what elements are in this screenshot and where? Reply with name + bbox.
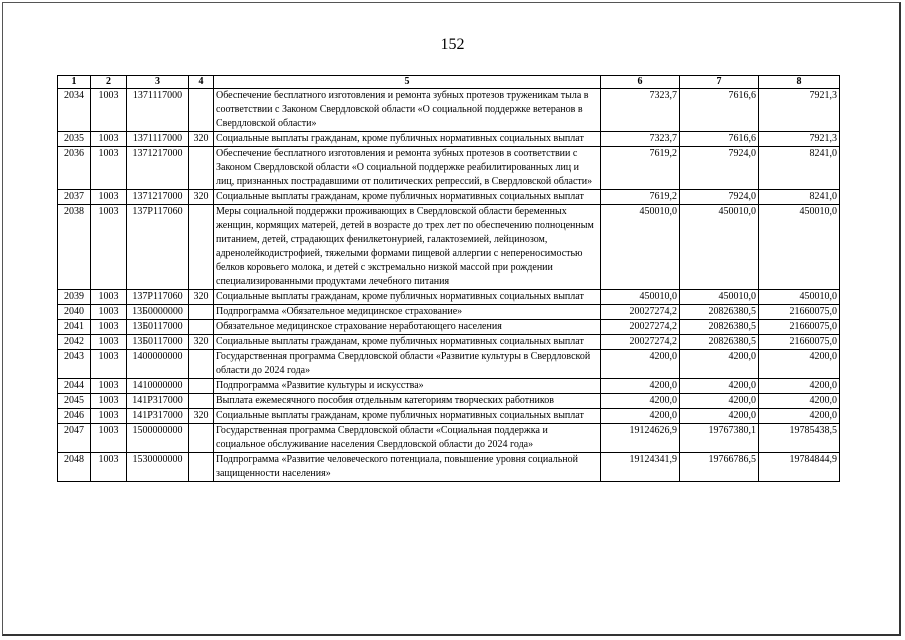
amount-year2-cell: 20826380,5	[680, 305, 759, 320]
expense-type-cell	[189, 320, 214, 335]
amount-year2-cell: 7616,6	[680, 89, 759, 132]
row-number-cell: 2041	[58, 320, 91, 335]
column-header: 3	[127, 76, 189, 89]
table-row	[58, 350, 840, 379]
description-cell: Социальные выплаты гражданам, кроме публичных нормативных социальных выплат	[214, 190, 601, 205]
amount-year1-cell: 450010,0	[601, 290, 680, 305]
target-code-cell: 1371217000	[127, 190, 189, 205]
amount-year2-cell: 19767380,1	[680, 424, 759, 453]
section-code-cell: 1003	[91, 350, 127, 379]
table-row	[58, 290, 840, 305]
amount-year2-cell: 450010,0	[680, 205, 759, 290]
section-code-cell: 1003	[91, 424, 127, 453]
amount-year2-cell: 7924,0	[680, 147, 759, 190]
expense-type-cell	[189, 350, 214, 379]
description-cell: Подпрограмма «Развитие человеческого потенциала, повышение уровня социальной защищенности населения»	[214, 453, 601, 482]
row-number-cell: 2036	[58, 147, 91, 190]
amount-year3-cell: 4200,0	[759, 409, 840, 424]
target-code-cell: 1371117000	[127, 89, 189, 132]
description-cell: Подпрограмма «Обязательное медицинское страхование»	[214, 305, 601, 320]
amount-year1-cell: 7323,7	[601, 89, 680, 132]
row-number-cell: 2044	[58, 379, 91, 394]
amount-year3-cell: 7921,3	[759, 89, 840, 132]
amount-year3-cell: 21660075,0	[759, 335, 840, 350]
expense-type-cell: 320	[189, 190, 214, 205]
target-code-cell: 137P117060	[127, 290, 189, 305]
table-row	[58, 147, 840, 190]
amount-year2-cell: 450010,0	[680, 290, 759, 305]
amount-year2-cell: 19766786,5	[680, 453, 759, 482]
description-cell: Меры социальной поддержки проживающих в Свердловской области беременных женщин, кормящих матерей, детей в возрасте до трех лет по обеспечению полноценным питанием, детей, страдающих фенилкетонурией, галактоземией, лейцинозом, адренолейкодистрофией, тяжелыми формами пищевой аллергии с непереносимостью белков коровьего молока, и детей с экстремально низкой массой при рождении специализированными продуктами лечебного питания	[214, 205, 601, 290]
amount-year3-cell: 4200,0	[759, 379, 840, 394]
page-number: 152	[440, 36, 465, 53]
expense-type-cell: 320	[189, 132, 214, 147]
row-number-cell: 2042	[58, 335, 91, 350]
column-header: 6	[601, 76, 680, 89]
amount-year3-cell: 19784844,9	[759, 453, 840, 482]
section-code-cell: 1003	[91, 190, 127, 205]
description-cell: Социальные выплаты гражданам, кроме публичных нормативных социальных выплат	[214, 335, 601, 350]
section-code-cell: 1003	[91, 320, 127, 335]
section-code-cell: 1003	[91, 379, 127, 394]
amount-year1-cell: 7619,2	[601, 190, 680, 205]
row-number-cell: 2043	[58, 350, 91, 379]
amount-year1-cell: 20027274,2	[601, 335, 680, 350]
expense-type-cell	[189, 89, 214, 132]
expense-type-cell: 320	[189, 409, 214, 424]
amount-year1-cell: 19124341,9	[601, 453, 680, 482]
column-header: 7	[680, 76, 759, 89]
table-row	[58, 89, 840, 132]
target-code-cell: 1500000000	[127, 424, 189, 453]
amount-year1-cell: 4200,0	[601, 350, 680, 379]
description-cell: Обязательное медицинское страхование неработающего населения	[214, 320, 601, 335]
table-row	[58, 394, 840, 409]
column-header: 1	[58, 76, 91, 89]
section-code-cell: 1003	[91, 453, 127, 482]
column-header: 8	[759, 76, 840, 89]
row-number-cell: 2037	[58, 190, 91, 205]
description-cell: Государственная программа Свердловской области «Социальная поддержка и социальное обслуживание населения Свердловской области до 2024 года»	[214, 424, 601, 453]
target-code-cell: 141P317000	[127, 394, 189, 409]
row-number-cell: 2046	[58, 409, 91, 424]
description-cell: Выплата ежемесячного пособия отдельным категориям творческих работников	[214, 394, 601, 409]
table-row	[58, 132, 840, 147]
column-header: 2	[91, 76, 127, 89]
expense-type-cell	[189, 453, 214, 482]
target-code-cell: 141P317000	[127, 409, 189, 424]
row-number-cell: 2045	[58, 394, 91, 409]
amount-year1-cell: 20027274,2	[601, 320, 680, 335]
section-code-cell: 1003	[91, 394, 127, 409]
amount-year3-cell: 7921,3	[759, 132, 840, 147]
amount-year2-cell: 4200,0	[680, 350, 759, 379]
expense-type-cell	[189, 379, 214, 394]
row-number-cell: 2035	[58, 132, 91, 147]
section-code-cell: 1003	[91, 290, 127, 305]
amount-year2-cell: 20826380,5	[680, 335, 759, 350]
amount-year2-cell: 4200,0	[680, 394, 759, 409]
amount-year1-cell: 7323,7	[601, 132, 680, 147]
expense-type-cell: 320	[189, 290, 214, 305]
amount-year3-cell: 4200,0	[759, 350, 840, 379]
table-row	[58, 190, 840, 205]
amount-year1-cell: 4200,0	[601, 409, 680, 424]
amount-year3-cell: 450010,0	[759, 290, 840, 305]
target-code-cell: 1400000000	[127, 350, 189, 379]
description-cell: Социальные выплаты гражданам, кроме публичных нормативных социальных выплат	[214, 409, 601, 424]
section-code-cell: 1003	[91, 305, 127, 320]
expense-type-cell	[189, 205, 214, 290]
amount-year2-cell: 20826380,5	[680, 320, 759, 335]
target-code-cell: 1530000000	[127, 453, 189, 482]
table-row	[58, 409, 840, 424]
table-row	[58, 424, 840, 453]
table-row	[58, 320, 840, 335]
section-code-cell: 1003	[91, 409, 127, 424]
amount-year3-cell: 19785438,5	[759, 424, 840, 453]
expense-type-cell	[189, 147, 214, 190]
row-number-cell: 2039	[58, 290, 91, 305]
description-cell: Обеспечение бесплатного изготовления и ремонта зубных протезов в соответствии с Законом Свердловской области «О социальной поддержке реабилитированных лиц и лиц, признанных пострадавшими от политических репрессий, в Свердловской области»	[214, 147, 601, 190]
target-code-cell: 1371217000	[127, 147, 189, 190]
row-number-cell: 2038	[58, 205, 91, 290]
header-row	[58, 76, 840, 89]
section-code-cell: 1003	[91, 147, 127, 190]
target-code-cell: 1371117000	[127, 132, 189, 147]
target-code-cell: 13Б0000000	[127, 305, 189, 320]
row-number-cell: 2034	[58, 89, 91, 132]
row-number-cell: 2040	[58, 305, 91, 320]
amount-year3-cell: 8241,0	[759, 147, 840, 190]
description-cell: Социальные выплаты гражданам, кроме публичных нормативных социальных выплат	[214, 290, 601, 305]
amount-year1-cell: 450010,0	[601, 205, 680, 290]
target-code-cell: 13Б0117000	[127, 335, 189, 350]
amount-year3-cell: 21660075,0	[759, 320, 840, 335]
section-code-cell: 1003	[91, 89, 127, 132]
amount-year3-cell: 450010,0	[759, 205, 840, 290]
expense-type-cell	[189, 394, 214, 409]
amount-year2-cell: 7616,6	[680, 132, 759, 147]
description-cell: Социальные выплаты гражданам, кроме публичных нормативных социальных выплат	[214, 132, 601, 147]
table-row	[58, 205, 840, 290]
target-code-cell: 1410000000	[127, 379, 189, 394]
amount-year1-cell: 19124626,9	[601, 424, 680, 453]
column-header: 4	[189, 76, 214, 89]
table-body	[58, 89, 840, 482]
amount-year2-cell: 7924,0	[680, 190, 759, 205]
description-cell: Подпрограмма «Развитие культуры и искусства»	[214, 379, 601, 394]
section-code-cell: 1003	[91, 132, 127, 147]
description-cell: Обеспечение бесплатного изготовления и ремонта зубных протезов труженикам тыла в соответствии с Законом Свердловской области «О социальной поддержке ветеранов в Свердловской области»	[214, 89, 601, 132]
table-row	[58, 453, 840, 482]
target-code-cell: 137P117060	[127, 205, 189, 290]
table-row	[58, 335, 840, 350]
row-number-cell: 2048	[58, 453, 91, 482]
expense-type-cell: 320	[189, 335, 214, 350]
description-cell: Государственная программа Свердловской области «Развитие культуры в Свердловской области до 2024 года»	[214, 350, 601, 379]
amount-year3-cell: 4200,0	[759, 394, 840, 409]
amount-year2-cell: 4200,0	[680, 409, 759, 424]
row-number-cell: 2047	[58, 424, 91, 453]
target-code-cell: 13Б0117000	[127, 320, 189, 335]
amount-year1-cell: 4200,0	[601, 379, 680, 394]
expense-type-cell	[189, 424, 214, 453]
amount-year3-cell: 21660075,0	[759, 305, 840, 320]
section-code-cell: 1003	[91, 335, 127, 350]
amount-year1-cell: 7619,2	[601, 147, 680, 190]
amount-year3-cell: 8241,0	[759, 190, 840, 205]
amount-year1-cell: 20027274,2	[601, 305, 680, 320]
expense-type-cell	[189, 305, 214, 320]
column-header: 5	[214, 76, 601, 89]
amount-year1-cell: 4200,0	[601, 394, 680, 409]
table-row	[58, 379, 840, 394]
amount-year2-cell: 4200,0	[680, 379, 759, 394]
table-row	[58, 305, 840, 320]
section-code-cell: 1003	[91, 205, 127, 290]
budget-table	[57, 75, 840, 482]
